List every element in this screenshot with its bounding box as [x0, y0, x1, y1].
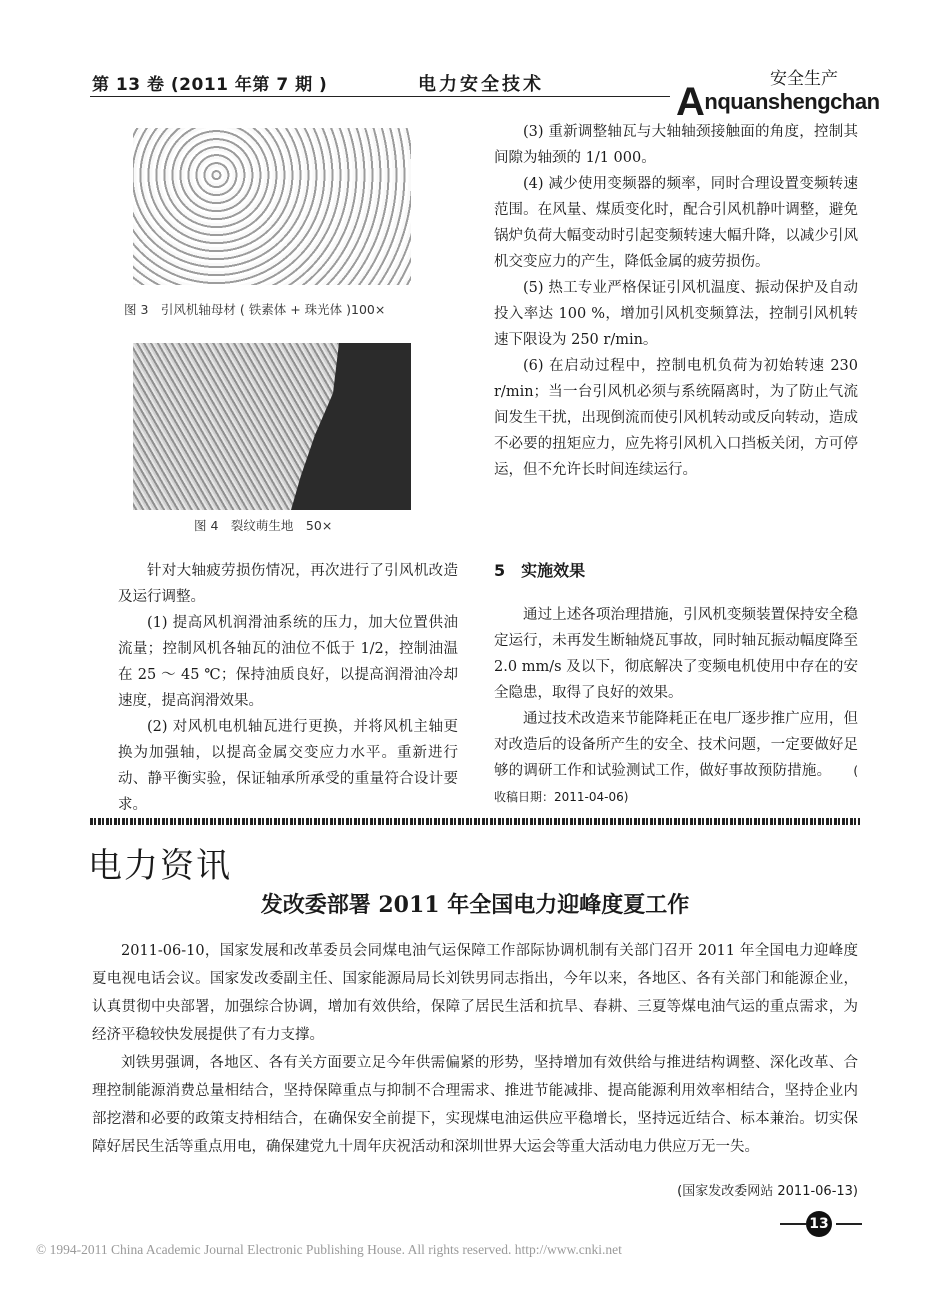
brand-initial: A [676, 80, 705, 124]
figure-3-micrograph [133, 128, 411, 285]
paragraph: (2) 对风机电机轴瓦进行更换，并将风机主轴更换为加强轴，以提高金属交变应力水平。重新进行动、静平衡实验，保证轴承所承受的重量符合设计要求。 [118, 719, 458, 813]
paragraph-text: 通过技术改造来节能降耗正在电厂逐步推广应用，但对改造后的设备所产生的安全、技术问题，一定要做好足够的调研工作和试验测试工作，做好事故预防措施。 [494, 711, 858, 779]
section-tag: 安全生产 [770, 69, 838, 89]
paragraph: (6) 在启动过程中，控制电机负荷为初始转速 230 r/min；当一台引风机必须与系统隔离时，为了防止气流间发生干扰，出现倒流而使引风机转动或反向转动，造成不必要的扭矩应力，应先将引风机入口挡板关闭，方可停运，但不允许长时间连续运行。 [494, 358, 858, 478]
figure-4-caption: 图 4 裂纹萌生地 50× [194, 518, 333, 533]
paragraph [494, 706, 858, 810]
figure-4-micrograph [133, 343, 411, 510]
brand-rest: nquanshengchan [704, 89, 880, 114]
page-number: 13 [806, 1211, 832, 1237]
decorative-divider [90, 818, 860, 825]
news-article-title: 发改委部署 2011 年全国电力迎峰度夏工作 [260, 892, 690, 918]
copyright-footer: © 1994-2011 China Academic Journal Electronic Publishing House. All rights reserved. http://www.cnki.net [36, 1242, 622, 1257]
section-5-heading: 5 实施效果 [494, 561, 586, 580]
paragraph: 刘铁男强调，各地区、各有关方面要立足今年供需偏紧的形势，坚持增加有效供给与推进结构调整、深化改革、合理控制能源消费总量相结合，坚持保障重点与抑制不合理需求、推进节能减排、提高能源利用效率相结合，坚持企业内部挖潜和必要的政策支持相结合，在确保安全前提下，实现煤电油运供应平稳增长，坚持远近结合、标本兼治。切实保障好居民生活等重点用电，确保建党九十周年庆祝活动和深圳世界大运会等重大活动电力供应万无一失。 [92, 1055, 858, 1155]
right-column-bottom [494, 582, 858, 810]
paragraph: (3) 重新调整轴瓦与大轴轴颈接触面的角度，控制其间隙为轴颈的 1/1 000。 [494, 124, 858, 166]
paragraph: (5) 热工专业严格保证引风机温度、振动保护及自动投入率达 100 %，增加引风机变频算法，控制引风机转速下限设为 250 r/min。 [494, 280, 858, 348]
journal-title: 电力安全技术 [418, 74, 544, 95]
volume-issue: 第 13 卷 (2011 年第 7 期 ) [92, 75, 328, 95]
paragraph: 2011-06-10，国家发展和改革委员会同煤电油气运保障工作部际协调机制有关部门召开 2011 年全国电力迎峰度夏电视电话会议。国家发改委副主任、国家能源局局长刘铁男同志指出，今年以来，各地区、各有关部门和能源企业，认真贯彻中央部署，加强综合协调，增加有效供给，保障了居民生活和抗旱、春耕、三夏等煤电油气运的重点需求，为经济平稳较快发展提供了有力支撑。 [92, 943, 858, 1043]
page-number-rule-left [780, 1223, 806, 1225]
paragraph: (4) 减少使用变频器的频率，同时合理设置变频转速范围。在风量、煤质变化时，配合引风机静叶调整，避免锅炉负荷大幅变动时引起变频转速大幅升降，以减少引风机交变应力的产生，降低金属的疲劳损伤。 [494, 176, 858, 270]
news-article-body [92, 937, 858, 1161]
crack-region [291, 343, 411, 510]
section-brand [676, 82, 880, 122]
page-number-rule-right [836, 1223, 862, 1225]
news-section-heading: 电力资讯 [88, 846, 232, 886]
figure-3-caption: 图 3 引风机轴母材 ( 铁素体 + 珠光体 )100× [124, 302, 386, 317]
news-source: (国家发改委网站 2011-06-13) [677, 1184, 858, 1199]
right-column-top [494, 119, 858, 483]
paragraph: (1) 提高风机润滑油系统的压力，加大位置供油流量；控制风机各轴瓦的油位不低于 1/2，控制油温在 25 ～ 45 ℃；保持油质良好，以提高润滑油冷却速度，提高润滑效果。 [118, 615, 458, 709]
received-date: ( 收稿日期：2011-04-06) [494, 764, 859, 804]
header-divider [90, 96, 670, 97]
left-column [118, 558, 458, 818]
paragraph: 针对大轴疲劳损伤情况，再次进行了引风机改造及运行调整。 [118, 563, 458, 605]
paragraph: 通过上述各项治理措施，引风机变频装置保持安全稳定运行，未再发生断轴烧瓦事故，同时轴瓦振动幅度降至 2.0 mm/s 及以下，彻底解决了变频电机使用中存在的安全隐患，取得了良好的效果。 [494, 607, 858, 701]
